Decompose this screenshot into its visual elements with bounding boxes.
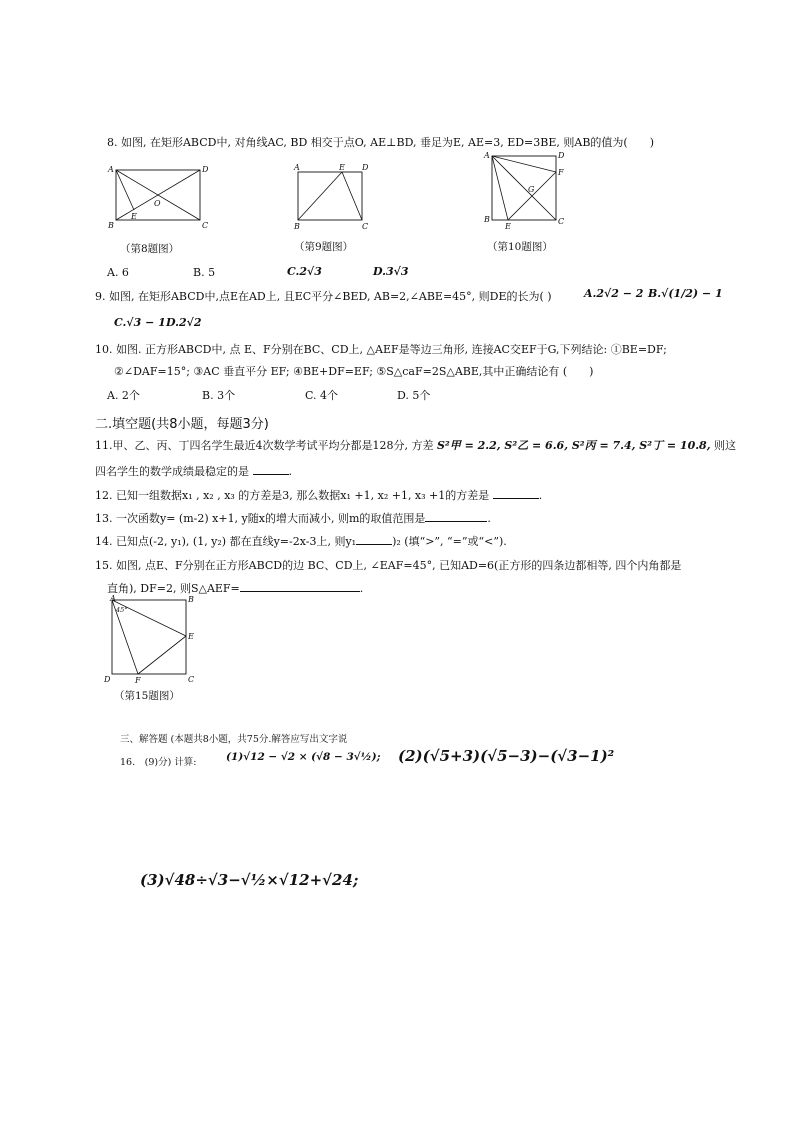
q12-answer-blank[interactable] bbox=[493, 488, 539, 499]
fig8-label-e: E bbox=[131, 212, 137, 221]
q14-answer-blank[interactable] bbox=[356, 534, 392, 545]
fig9-label-d: D bbox=[362, 163, 369, 172]
q12-text: 12. 已知一组数据x₁ , x₂ , x₃ 的方差是3, 那么数据x₁ +1, x₂ +1, x₃ +1的方差是 bbox=[95, 489, 490, 502]
q9-option-d: D.2√2 bbox=[166, 316, 202, 329]
fig8-label-c: C bbox=[202, 221, 208, 230]
q9-option-c: C.√3 − 1 bbox=[114, 316, 166, 329]
fig10-label-b: B bbox=[484, 215, 490, 224]
q11-line1 bbox=[95, 437, 736, 453]
q13-end: . bbox=[487, 512, 491, 525]
fig10-label-e: E bbox=[505, 222, 511, 230]
fig8-label-b: B bbox=[108, 221, 114, 230]
section-2-heading: 二.填空题(共8小题，每题3分) bbox=[95, 417, 269, 432]
q16-label: 16. (9)分) 计算: bbox=[120, 757, 197, 768]
q10-option-c: C. 4个 bbox=[305, 389, 339, 402]
q16-expr3: (3)√48÷√3−√½×√12+√24; bbox=[140, 871, 359, 889]
figure-8 bbox=[104, 160, 208, 232]
fig15-label-f: F bbox=[135, 676, 141, 684]
q13-answer-blank[interactable] bbox=[425, 511, 487, 522]
fig8-label-o: O bbox=[154, 199, 161, 208]
fig8-label-d: D bbox=[202, 165, 208, 174]
fig10-label-c: C bbox=[558, 217, 565, 226]
fig9-label-a: A bbox=[294, 163, 300, 172]
q8-text: 8. 如图, 在矩形ABCD中, 对角线AC, BD 相交于点O, AE⊥BD, 垂足为E, AE=3, ED=3BE, 则AB的值为( ) bbox=[107, 136, 654, 149]
fig8-caption: （第8题图） bbox=[120, 243, 180, 255]
q13 bbox=[95, 510, 491, 526]
figure-15 bbox=[100, 592, 200, 684]
q8-option-a: A. 6 bbox=[107, 266, 129, 279]
q15-answer-blank[interactable] bbox=[240, 581, 360, 592]
q16-expr1: (1)√12 − √2 × (√8 − 3√½); bbox=[226, 751, 381, 763]
fig10-label-a: A bbox=[484, 151, 490, 160]
fig10-label-g: G bbox=[528, 185, 535, 194]
q15-line2-end: . bbox=[359, 582, 364, 595]
q14-text: 14. 已知点(-2, y₁), (1, y₂) 都在直线y=-2x-3上, 则y₁ bbox=[95, 535, 357, 548]
q8-option-d: D.3√3 bbox=[373, 265, 409, 278]
q10-option-d: D. 5个 bbox=[397, 389, 431, 402]
fig15-label-e: E bbox=[188, 632, 194, 641]
fig15-label-a: A bbox=[110, 594, 116, 603]
q9-text: 9. 如图, 在矩形ABCD中,点E在AD上, 且EC平分∠BED, AB=2,∠ABE=45°, 则DE的长为( ) bbox=[95, 290, 552, 303]
fig9-label-b: B bbox=[294, 222, 300, 231]
q10-line2: ②∠DAF=15°; ③AC 垂直平分 EF; ④BE+DF=EF; ⑤S△caF=2S△ABE,其中正确结论有 ( ) bbox=[114, 365, 594, 378]
q14-end: )₂ (填“>”, “=”或“<”). bbox=[392, 535, 507, 548]
figure-9 bbox=[290, 160, 370, 232]
fig15-caption: （第15题图） bbox=[114, 690, 180, 702]
q11-formula: S²甲 = 2.2, S²乙 = 6.6, S²丙 = 7.4, S²丁 = 10.8, bbox=[436, 439, 711, 452]
fig10-caption: （第10题图） bbox=[487, 241, 553, 253]
q11-answer-blank[interactable] bbox=[253, 464, 289, 475]
q11-line2-text: 四名学生的数学成绩最稳定的是 bbox=[95, 465, 249, 478]
q13-text: 13. 一次函数y= (m-2) x+1, y随x的增大而减小, 则m的取值范围是 bbox=[95, 512, 426, 525]
fig15-label-b: B bbox=[188, 595, 194, 604]
q10-option-a: A. 2个 bbox=[107, 389, 140, 402]
q15-line1: 15. 如图, 点E、F分别在正方形ABCD的边 BC、CD上, ∠EAF=45°, 已知AD=6(正方形的四条边都相等, 四个内角都是 bbox=[95, 559, 682, 572]
fig15-label-c: C bbox=[188, 675, 195, 684]
fig9-caption: （第9题图） bbox=[294, 241, 354, 253]
q10-option-b: B. 3个 bbox=[202, 389, 236, 402]
q12 bbox=[95, 487, 542, 503]
q11-line2 bbox=[95, 463, 292, 479]
q14 bbox=[95, 533, 507, 549]
q12-end: . bbox=[538, 489, 543, 502]
fig9-label-e: E bbox=[339, 163, 345, 172]
q9-option-a: A.2√2 − 2 bbox=[584, 287, 644, 300]
fig10-label-d: D bbox=[558, 151, 565, 160]
q9-option-b: B.√(1/2) − 1 bbox=[648, 287, 723, 300]
fig9-label-c: C bbox=[362, 222, 369, 231]
fig15-angle-label: 45° bbox=[116, 606, 128, 614]
q16-expr2: (2)(√5+3)(√5−3)−(√3−1)² bbox=[398, 747, 615, 765]
q8-option-b: B. 5 bbox=[193, 266, 216, 279]
q15-line2-text: 直角), DF=2, 则S△AEF= bbox=[107, 582, 240, 595]
q11-line2-end: . bbox=[288, 465, 292, 478]
q8-option-c: C.2√3 bbox=[287, 265, 322, 278]
section-3-heading: 三、解答题 (本题共8小题，共75分.解答应写出文字说 bbox=[120, 734, 348, 745]
figure-10 bbox=[480, 148, 570, 230]
fig15-label-d: D bbox=[104, 675, 111, 684]
q11-line1-b: 则这 bbox=[714, 439, 737, 452]
fig10-label-f: F bbox=[558, 168, 564, 177]
fig8-label-a: A bbox=[108, 165, 114, 174]
q11-line1-a: 11.甲、乙、丙、丁四名学生最近4次数学考试平均分都是128分, 方差 bbox=[95, 439, 434, 452]
q10-line1: 10. 如图. 正方形ABCD中, 点 E、F分别在BC、CD上, △AEF是等边三角形, 连接AC交EF于G,下列结论: ①BE=DF; bbox=[95, 343, 667, 356]
